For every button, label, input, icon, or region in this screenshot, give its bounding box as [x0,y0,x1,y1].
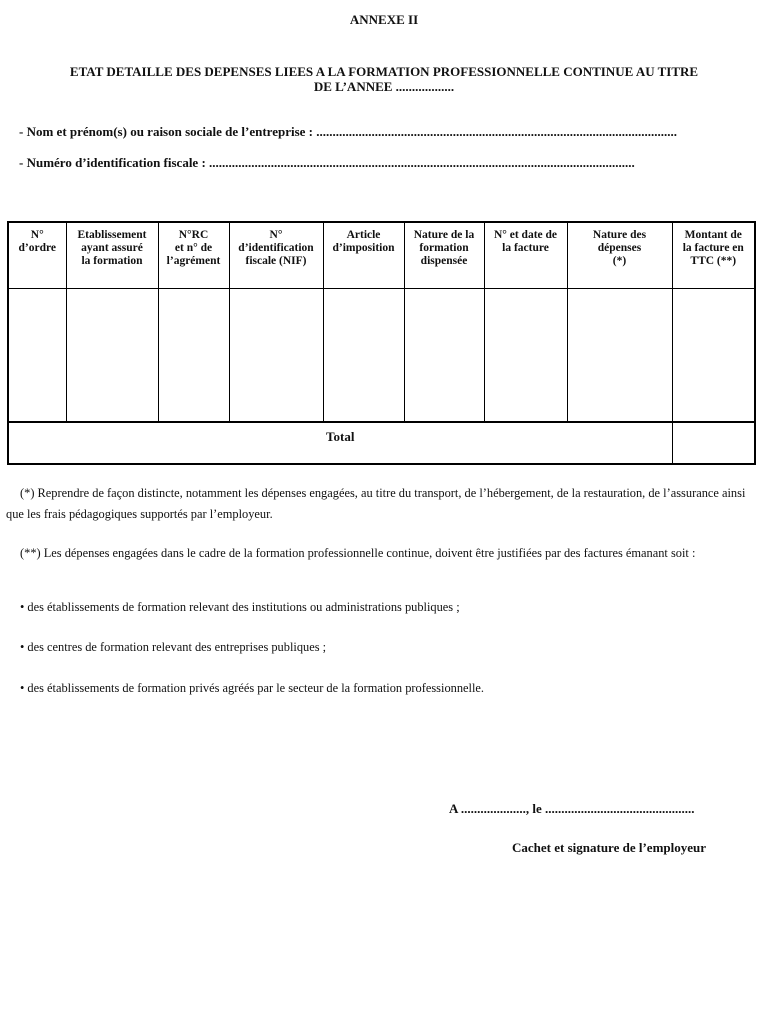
header-invoice-number-date: N° et date de la facture [484,222,567,288]
header-tax-article: Article d’imposition [323,222,404,288]
total-row [8,422,755,464]
header-nif: N° d’identification fiscale (NIF) [229,222,323,288]
document-title [18,64,750,94]
table-cell [484,288,567,422]
list-item: • des établissements de formation relevant des institutions ou administrations publiques ; [20,600,460,614]
table-cell [66,288,158,422]
tax-id-field: - Numéro d’identification fiscale : ................................................................................................................................... [19,155,635,170]
list-item: • des centres de formation relevant des entreprises publiques ; [20,640,327,654]
table-cell [404,288,484,422]
header-training-nature: Nature de la formation dispensée [404,222,484,288]
footnote-2: (**) Les dépenses engagées dans le cadre de la formation professionnelle continue, doivent être justifiées par des factures émanant soit : [20,546,696,560]
footnote-1: (*) Reprendre de façon distincte, notamment les dépenses engagées, au titre du transport, de l’hébergement, de la restauration, de l’assurance ainsi que les frais pédagogiques supportés par l’employeur. [6,486,746,521]
table-cell [567,288,672,422]
table-cell [323,288,404,422]
header-expense-nature: Nature des dépenses (*) [567,222,672,288]
document-title-line-2: DE L’ANNEE .................. [313,79,455,94]
header-establishment: Etablissement ayant assuré la formation [66,222,158,288]
document-title-line-1: ETAT DETAILLE DES DEPENSES LIEES A LA FORMATION PROFESSIONNELLE CONTINUE AU TITRE [69,64,699,79]
table-cell [158,288,229,422]
header-order-number: N° d’ordre [8,222,66,288]
header-rc-number: N°RC et n° de l’agrément [158,222,229,288]
table-cell [229,288,323,422]
header-invoice-amount: Montant de la facture en TTC (**) [672,222,755,288]
expenses-table [7,221,756,465]
total-amount-cell [672,422,755,464]
company-name-field: - Nom et prénom(s) ou raison sociale de l’entreprise : ............................................................................................................... [19,124,678,139]
place-date-line: A ...................., le .............................................. [449,801,695,816]
total-label: Total [8,422,672,464]
annexe-heading: ANNEXE II [349,12,419,27]
table-row [8,288,755,422]
list-item: • des établissements de formation privés agréés par le secteur de la formation professionnelle. [20,681,485,695]
signature-label: Cachet et signature de l’employeur [512,840,707,855]
table-cell [672,288,755,422]
table-header-row [8,222,755,288]
table-cell [8,288,66,422]
